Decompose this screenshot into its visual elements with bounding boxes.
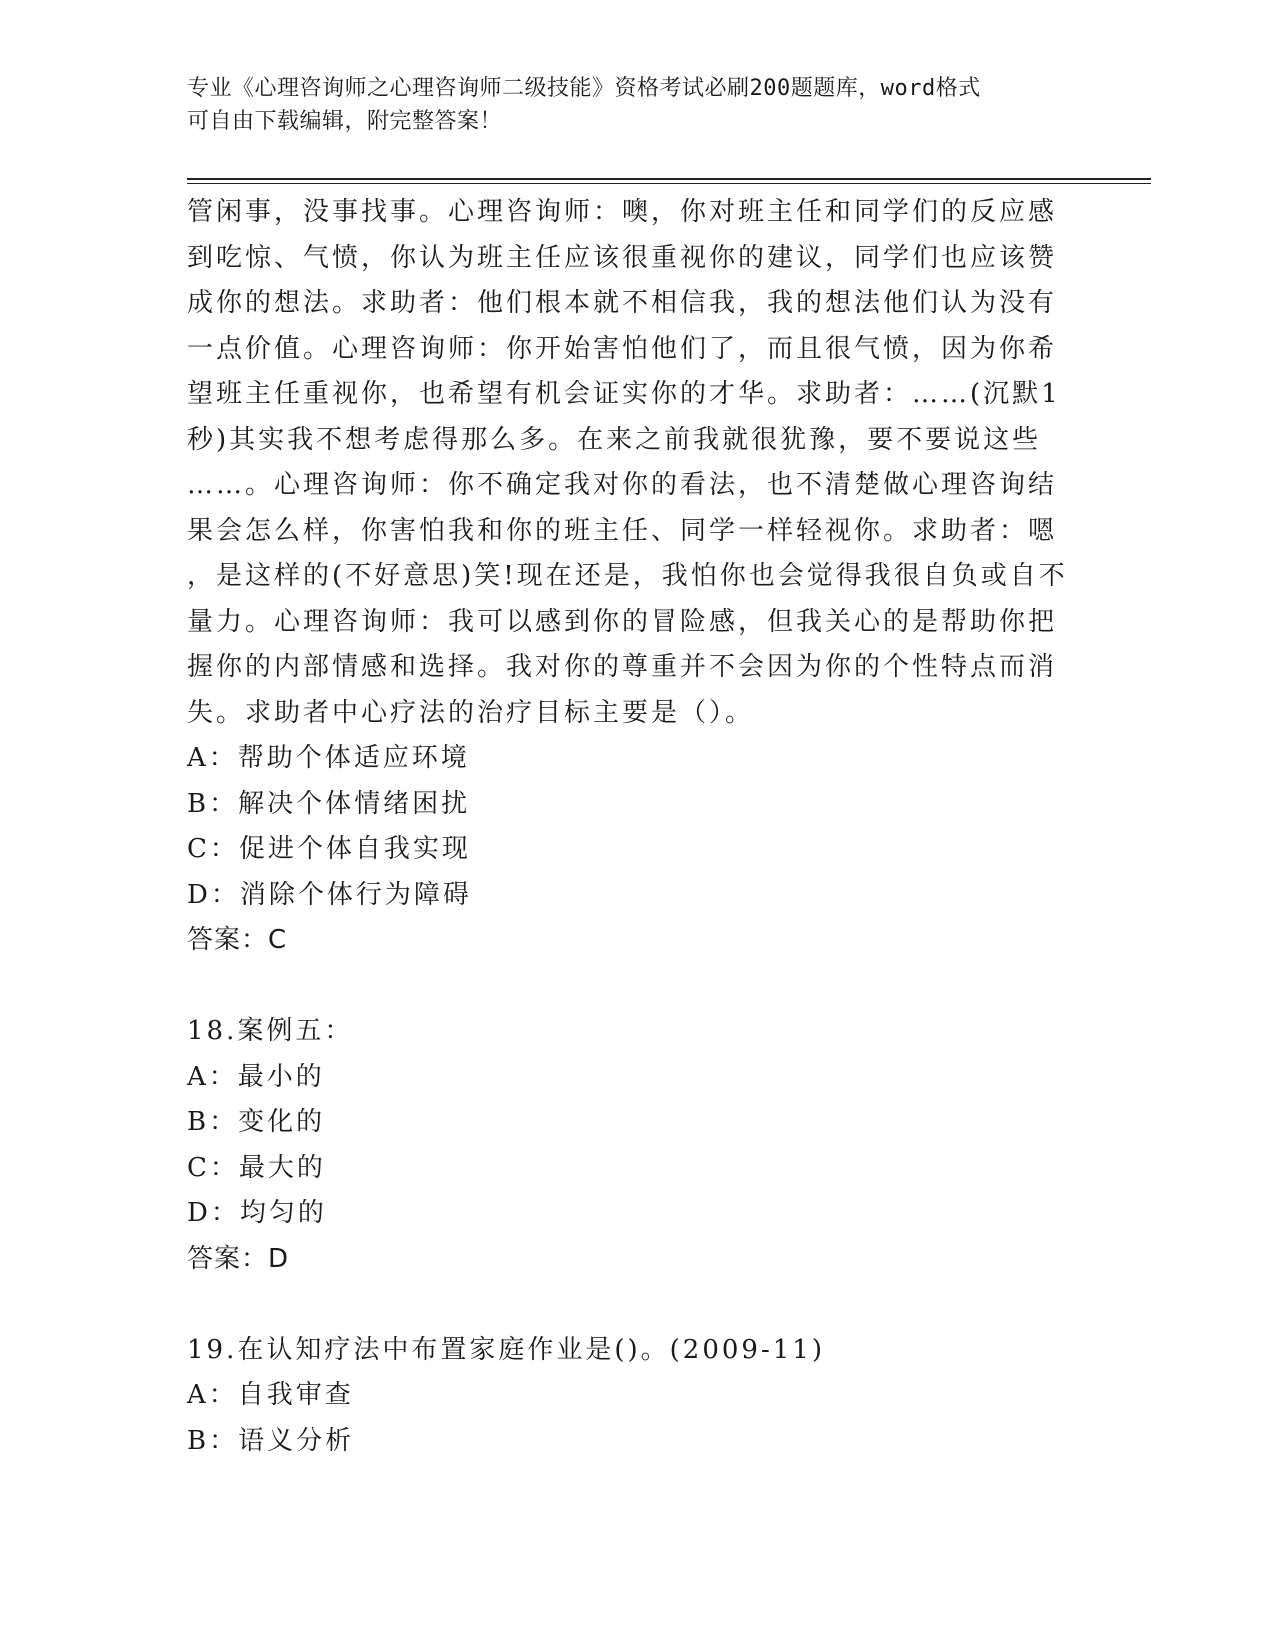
- option-a: A：自我审查: [187, 1380, 354, 1410]
- question-17-answer: 答案：C: [187, 925, 288, 955]
- header-rule-thick: [187, 178, 1151, 180]
- option-c: C：最大的: [187, 1152, 326, 1183]
- passage-line: 管闲事，没事找事。心理咨询师：噢，你对班主任和同学们的反应感: [187, 197, 1058, 227]
- document-header: [187, 72, 1087, 138]
- passage-line: ……。心理咨询师：你不确定我对你的看法，也不清楚做心理咨询结: [187, 470, 1058, 500]
- question-19-stem: 19.在认知疗法中布置家庭作业是()。(2009-11): [187, 1334, 825, 1365]
- passage-line: 成你的想法。求助者：他们根本就不相信我，我的想法他们认为没有: [187, 288, 1058, 318]
- passage-line: 一点价值。心理咨询师：你开始害怕他们了，而且很气愤，因为你希: [187, 333, 1058, 364]
- option-c: C：促进个体自我实现: [187, 834, 471, 864]
- question-17-passage: [187, 190, 1087, 736]
- passage-line: 望班主任重视你，也希望有机会证实你的才华。求助者：……(沉默1: [187, 379, 1061, 409]
- passage-line: 到吃惊、气愤，你认为班主任应该很重视你的建议，同学们也应该赞: [187, 242, 1058, 273]
- spacer: [187, 964, 1087, 1010]
- passage-line: ，是这样的(不好意思)笑!现在还是，我怕你也会觉得我很自负或自不: [187, 561, 1068, 591]
- question-18-stem: 18.案例五：: [187, 1016, 354, 1046]
- option-a: A：最小的: [187, 1061, 325, 1092]
- header-rule-thin: [187, 183, 1151, 184]
- option-b: B：变化的: [187, 1107, 326, 1137]
- option-d: D：消除个体行为障碍: [187, 879, 472, 910]
- question-18-options: [187, 1055, 1087, 1237]
- header-line-2: 可自由下载编辑，附完整答案！: [187, 109, 503, 134]
- option-b: B：解决个体情绪困扰: [187, 788, 471, 819]
- question-17-options: [187, 736, 1087, 918]
- spacer: [187, 1282, 1087, 1328]
- passage-line: 秒)其实我不想考虑得那么多。在来之前我就很犹豫，要不要说这些: [187, 424, 1042, 455]
- passage-line: 果会怎么样，你害怕我和你的班主任、同学一样轻视你。求助者：嗯: [187, 515, 1058, 546]
- option-b: B：语义分析: [187, 1425, 355, 1456]
- document-body: [187, 190, 1087, 1464]
- passage-line: 量力。心理咨询师：我可以感到你的冒险感，但我关心的是帮助你把: [187, 606, 1058, 637]
- question-18-answer: 答案：D: [187, 1243, 290, 1274]
- passage-line: 握你的内部情感和选择。我对你的尊重并不会因为你的个性特点而消: [187, 652, 1058, 682]
- question-19-options: [187, 1373, 1087, 1464]
- header-line-1: 专业《心理咨询师之心理咨询师二级技能》资格考试必刷200题题库，word格式: [187, 76, 981, 101]
- passage-line: 失。求助者中心疗法的治疗目标主要是（）。: [187, 697, 755, 728]
- option-d: D：均匀的: [187, 1198, 327, 1228]
- option-a: A：帮助个体适应环境: [187, 743, 470, 773]
